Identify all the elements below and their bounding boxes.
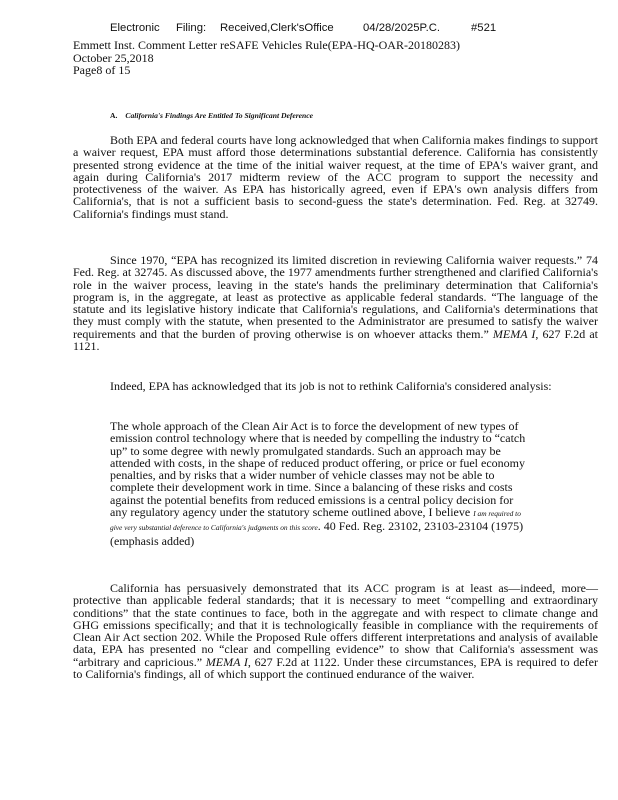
- paragraph-4-text: [73, 582, 598, 680]
- paragraph-2-text: [73, 254, 598, 352]
- header-date: October 25,2018: [73, 50, 154, 65]
- section-heading: [110, 110, 313, 122]
- block-quote-body: The whole approach of the Clean Air Act is to force the development of new types of emission control technology where that is needed by compelling the industry to “catch up” to some degree with newly promulgated standards. Such an approach may be attended with costs, in the shape of reduced product offering, or price or fuel economy penalties, and by risks that a wider number of vehicle classes may not be able to complete their development work in time. Since a balancing of these risks and costs against the potential benefits from reduced emissions is a central policy decision for any regulatory agency under the statutory scheme outlined above, I believe: [110, 419, 526, 520]
- block-quote: [110, 420, 530, 547]
- paragraph-4-body: California has persuasively demonstrated that its ACC program is at least as—indeed, more—protective than applicable federal standards; that it is necessary to meet “compelling and extraordinary conditions” that the state continues to face, both in the aggregate and with respect to climate change and GHG emissions specifically; and that it is technologically feasible in compliance with the requirements of Clean Air Act section 202. While the Proposed Rule offers different interpretations and analysis of available data, EPA has presented no “clear and compelling evidence” to show that California's assessment was “arbitrary and capricious.”: [73, 581, 598, 669]
- block-quote-citation: . 40 Fed. Reg. 23102, 23103-23104 (1975) (emphasis added): [110, 519, 524, 548]
- section-title: California's Findings Are Entitled To Significant Deference: [125, 111, 314, 120]
- letter-header: [73, 39, 460, 77]
- paragraph-2-citation: MEMA I: [492, 326, 536, 341]
- paragraph-4-end: , 627 F.2d at 1122. Under these circumstances, EPA is required to defer to California's findings, all of which support the continued endurance of the waiver.: [73, 654, 598, 682]
- paragraph-2-end: , 627 F.2d at 1121.: [73, 326, 598, 354]
- header-title: Emmett Inst. Comment Letter reSAFE Vehicles Rule(EPA-HQ-OAR-20180283): [73, 38, 460, 52]
- header-page: Page8 of 15: [73, 63, 131, 78]
- section-number: A.: [110, 111, 118, 120]
- stamp-number: #521: [471, 22, 497, 34]
- stamp-electronic: Electronic: [110, 22, 160, 34]
- stamp-received: Received,Clerk'sOffice: [220, 22, 334, 34]
- paragraph-4: [73, 582, 598, 680]
- paragraph-1-text: Both EPA and federal courts have long acknowledged that when California makes findings to support a waiver request, EPA must afford those determinations substantial deference. California has consistently presented strong evidence at the time of the initial waiver request, at the time of EPA's waiver grant, and again during California's 2017 midterm review of the ACC program to support the necessity and protectiveness of the waiver. As EPA has historically agreed, even if EPA's own analysis differs from California's, that is not a sufficient basis to second-guess the state's determination. Fed. Reg. at 32749. California's findings must stand.: [73, 133, 598, 221]
- paragraph-2-body: Since 1970, “EPA has recognized its limited discretion in reviewing California waiver requests.” 74 Fed. Reg. at 32745. As discussed above, the 1977 amendments further strengthened and clarified California's role in the waiver process, leaving in the state's hands the preliminary determination that California's program is, in the aggregate, at least as protective as applicable federal standards. “The language of the statute and its legislative history indicate that California's regulations, and California's determinations that they must comply with the statute, when presented to the Administrator are presumed to satisfy the waiver requirements and that the burden of proving otherwise is on whoever attacks them.”: [73, 253, 598, 341]
- block-quote-text: [110, 420, 530, 547]
- filing-stamp: [110, 22, 496, 34]
- stamp-date: 04/28/2025P.C.: [363, 22, 441, 34]
- paragraph-3: [73, 380, 598, 392]
- block-quote-emphasis: I am required to give very substantial deference to California's judgments on this score: [110, 509, 521, 533]
- paragraph-3-text: Indeed, EPA has acknowledged that its job is not to rethink California's considered analysis:: [110, 379, 552, 393]
- stamp-filing: Filing:: [176, 22, 207, 34]
- paragraph-4-citation: MEMA I: [205, 654, 248, 669]
- paragraph-1: [73, 134, 598, 220]
- paragraph-2: [73, 254, 598, 352]
